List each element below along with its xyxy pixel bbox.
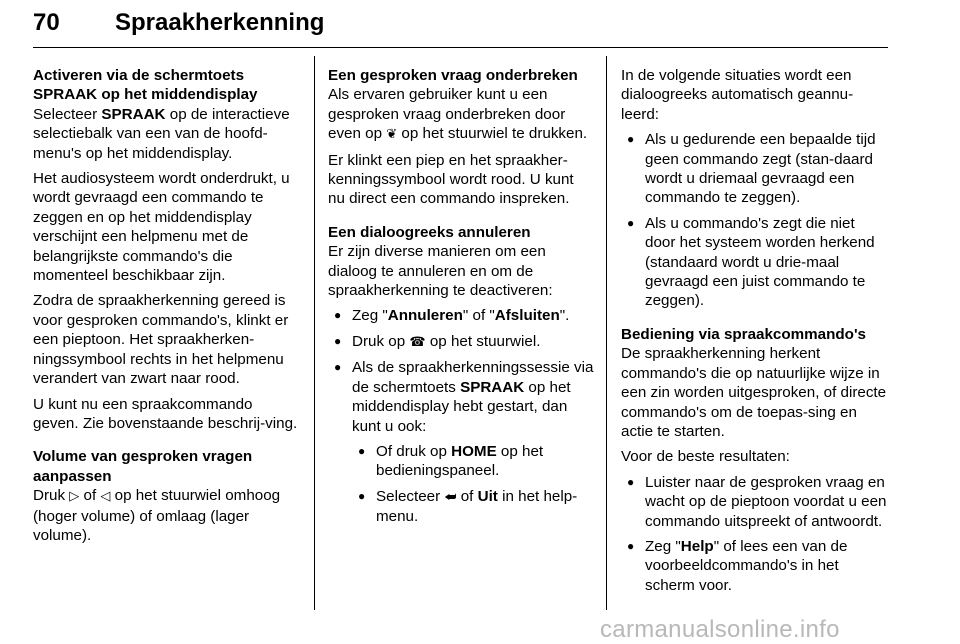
paragraph: De spraakherkenning herkent commando's die op natuurlijke wijze in een zin worden uitgesproken, of directe commando's om de toepas-sing en actie te starten. [621,345,887,440]
list-item: ● Luister naar de gesproken vraag en wacht op de pieptoon voordat u een commando uitspreekt of antwoordt. [621,473,889,531]
paragraph: Zodra de spraakherkenning gereed is voor gesproken commando's, klinkt er een pieptoon. Het spraakherken-ningssymbool rechts in het helpmenu verandert van zwart naar rood. [33,292,289,388]
paragraph: Druk ▷ of ◁ op het stuurwiel omhoog (hoger volume) of omlaag (lager volume). [33,487,281,544]
auto-cancel-list [621,130,889,311]
list-item: ● Zeg "Annuleren" of "Afsluiten". [328,306,594,325]
paragraph: Selecteer SPRAAK op de interactieve selectiebalk van een van de hoofd-menu's op het middendisplay. [33,105,290,162]
column-1 [33,66,301,551]
hang-up-icon: ☎ [409,334,426,350]
heading-cancel: Een dialoogreeks annuleren [328,223,531,241]
heading-volume: Volume van gesproken vragen aanpassen [33,448,253,485]
paragraph: Voor de beste resultaten: [621,448,790,466]
header-rule [33,47,888,48]
volume-up-icon: ▷ [69,489,80,505]
paragraph: Als ervaren gebruiker kunt u een gesproken vraag onderbreken door even op ❦ op het stuurwiel te drukken. [328,86,588,143]
page-title: Spraakherkenning [115,9,325,36]
column-divider-1 [314,56,315,610]
list-item: ● Druk op ☎ op het stuurwiel. [328,332,594,352]
paragraph: U kunt nu een spraakcommando geven. Zie bovenstaande beschrij-ving. [33,395,298,432]
paragraph: Er klinkt een piep en het spraakher-kenningssymbool wordt rood. U kunt nu direct een commando inspreken. [328,151,574,208]
sub-list [352,442,594,527]
list-item: ● Als u commando's zegt die niet door het systeem worden herkend (standaard wordt u drie-maal gevraagd een juist commando te zeggen). [621,214,889,311]
page-header [33,2,888,48]
heading-interrupt: Een gesproken vraag onderbreken [328,67,578,84]
page-number: 70 [33,9,60,36]
list-item: ● Selecteer ⮨ of Uit in het help-menu. [352,487,594,527]
tips-list [621,473,889,595]
watermark: carmanualsonline.info [600,616,840,643]
list-item: ● Zeg "Help" of lees een van de voorbeeldcommando's in het scherm voor. [621,537,889,595]
paragraph: In de volgende situaties wordt een dialoogreeks automatisch geannu-leerd: [621,67,854,123]
voice-icon: ❦ [386,127,398,143]
column-3 [621,66,889,601]
back-arrow-icon: ⮨ [444,489,457,505]
paragraph: Er zijn diverse manieren om een dialoog te annuleren en om de spraakherkenning te deactiveren: [328,243,553,300]
paragraph: Het audiosysteem wordt onderdrukt, u wordt gevraagd een commando te zeggen en op het middendisplay verschijnt een helpmenu met de belangrijkste commando's die momenteel beschikbaar zijn. [33,170,290,285]
list-item: ● Of druk op HOME op het bedieningspaneel. [352,442,594,481]
heading-voice-commands: Bediening via spraakcommando's [621,325,867,343]
cancel-list [328,306,594,526]
list-item: ● Als de spraakherkenningssessie via de schermtoets SPRAAK op het middendisplay hebt gestart, dan kunt u ook: ● Of druk op HOME op het bedieningspaneel. ● Selecteer ⮨ of Uit in het help-menu. [328,358,594,526]
volume-down-icon: ◁ [100,489,111,505]
column-divider-2 [606,56,607,610]
list-item: ● Als u gedurende een bepaalde tijd geen commando zegt (stan-daard wordt u driemaal gevraagd een commando te zeggen). [621,130,889,208]
heading-activate: Activeren via de schermtoets SPRAAK op het middendisplay [33,67,258,104]
column-2 [328,66,594,533]
